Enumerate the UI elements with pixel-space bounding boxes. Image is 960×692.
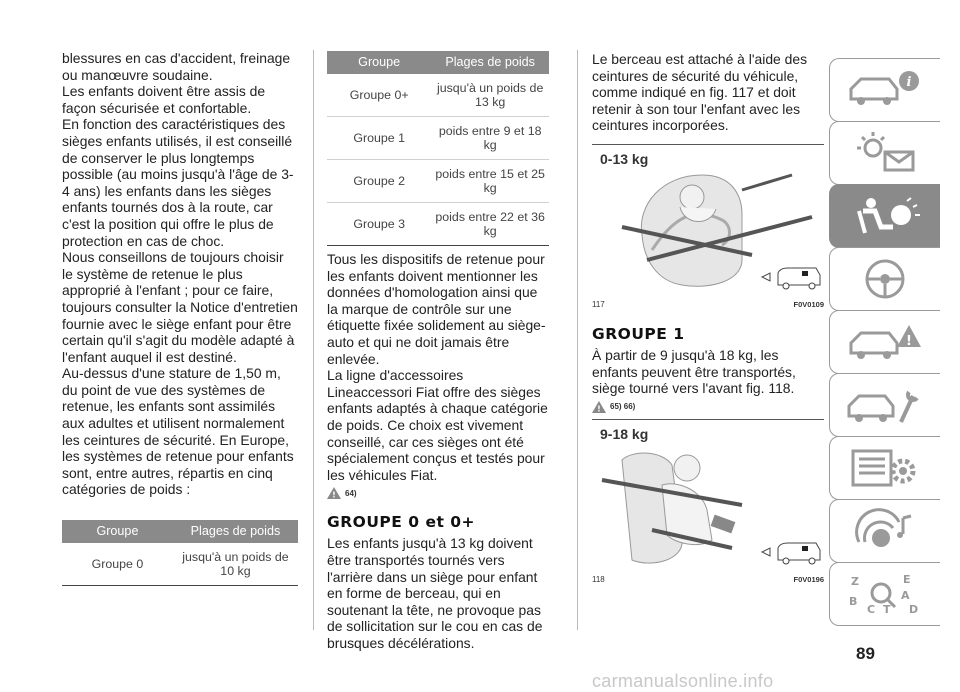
table-cell: Groupe 3	[327, 203, 431, 246]
paragraph: blessures en cas d'accident, freinage ou manœuvre soudaine.	[62, 50, 291, 83]
tab-safety[interactable]	[829, 184, 940, 248]
table-row	[327, 74, 549, 117]
table-cell: jusqu'à un poids de 10 kg	[173, 543, 298, 586]
paragraph: Les enfants jusqu'à 13 kg doivent être transportés tournés vers l'arrière dans un siège pour enfant en forme de berceau, qui en soutenant la tête, ne provoque pas de sollicitation sur le cou en cas de brusques décélérations.	[327, 535, 543, 651]
paragraph: Nous conseillons de toujours choisir le système de retenue le plus approprié à l'enfant ; pour ce faire, toujours consulter la Notice d'entretien fournie avec le siège enfant pour être certain qu'il s'agit du modèle adapté à l'enfant auquel il est destiné.	[62, 249, 298, 365]
watermark: carmanualsonline.info	[592, 671, 774, 691]
figure-label: 0-13 kg	[600, 150, 649, 167]
warning-reference	[327, 487, 549, 499]
svg-text:!: !	[332, 490, 336, 500]
figure-caption	[592, 575, 824, 584]
figure-number: 118	[592, 574, 605, 584]
media-nav-icon	[845, 508, 925, 554]
table-header: Plages de poids	[173, 520, 298, 543]
figure-caption	[592, 300, 824, 309]
chapter-index-sidebar	[829, 58, 940, 625]
section-heading: GROUPE 0 et 0+	[327, 513, 476, 532]
tab-starting-driving[interactable]	[829, 247, 940, 311]
weight-group-table	[62, 520, 298, 586]
tab-technical-data[interactable]	[829, 436, 940, 500]
paragraph: Au-dessus d'une stature de 1,50 m, du point de vue des systèmes de retenue, les enfants sont assimilés aux adultes et utilisent normalement les ceintures de sécurité. En Europe, les systèmes de retenue pour enfants sont, entre autres, répartis en cinq catégories de poids :	[62, 365, 294, 498]
warning-ref-text: 64)	[345, 488, 357, 498]
table-cell: Groupe 1	[327, 117, 431, 160]
airbag-seat-icon	[845, 193, 925, 239]
figure-118	[592, 419, 824, 572]
svg-text:B: B	[849, 595, 858, 608]
table-cell: poids entre 9 et 18 kg	[431, 117, 549, 160]
table-row	[62, 543, 298, 586]
wrench-car-icon	[845, 382, 925, 428]
tab-multimedia[interactable]	[829, 499, 940, 563]
table-row	[327, 117, 549, 160]
tab-servicing-care[interactable]	[829, 373, 940, 437]
figure-label: 9-18 kg	[600, 425, 649, 442]
paragraph: À partir de 9 jusqu'à 18 kg, les enfants peuvent être transportés, siège tourné vers l'avant fig. 118.	[592, 346, 796, 397]
alphabet-index-icon	[845, 571, 925, 617]
table-cell: Groupe 2	[327, 160, 431, 203]
table-cell: Groupe 0+	[327, 74, 431, 117]
column-divider	[313, 50, 314, 630]
figure-code: F0V0196	[793, 574, 824, 584]
svg-text:A: A	[901, 589, 910, 602]
table-cell: poids entre 15 et 25 kg	[431, 160, 549, 203]
paragraph: En fonction des caractéristiques des sièges enfants utilisés, il est conseillé de conserver le plus longtemps possible (au moins jusqu'à l'âge de 3-4 ans) les enfants dans les sièges enfants tournés dos à la route, car c'est la position qui offre le plus de protection en cas de choc.	[62, 116, 294, 249]
section-heading: GROUPE 1	[592, 324, 685, 343]
table-cell: jusqu'à un poids de 13 kg	[431, 74, 549, 117]
tab-getting-started[interactable]	[829, 121, 940, 185]
figure-117	[592, 144, 824, 297]
svg-text:!: !	[906, 334, 912, 349]
table-cell: Groupe 0	[62, 543, 173, 586]
table-cell: poids entre 22 et 36 kg	[431, 203, 549, 246]
column-1	[62, 50, 298, 586]
svg-text:i: i	[906, 75, 912, 90]
sun-envelope-icon	[845, 130, 925, 176]
vehicle-orientation-icon	[760, 265, 822, 291]
svg-text:E: E	[903, 573, 911, 586]
page-number: 89	[856, 644, 875, 663]
car-info-icon	[845, 67, 925, 113]
paragraph: Tous les dispositifs de retenue pour les enfants doivent mentionner les données d'homologation ainsi que la marque de contrôle sur une étiquette fixée solidement au siège-auto et qui ne doit jamais être enlevée.	[327, 251, 546, 367]
table-header: Groupe	[327, 51, 431, 74]
warning-reference	[592, 401, 824, 413]
tab-dashboard-knowledge[interactable]	[829, 58, 940, 122]
tab-index[interactable]	[829, 562, 940, 626]
column-2	[327, 51, 549, 651]
weight-group-table	[327, 51, 549, 246]
paragraph: Les enfants doivent être assis de façon sécurisée et confortable.	[62, 83, 266, 116]
column-3	[592, 51, 824, 584]
tab-in-an-emergency[interactable]	[829, 310, 940, 374]
svg-text:T: T	[883, 603, 891, 616]
warning-triangle-icon	[592, 401, 606, 413]
checklist-gear-icon	[845, 445, 925, 491]
warning-ref-text: 65) 66)	[610, 402, 636, 412]
svg-text:C: C	[867, 603, 876, 616]
paragraph: Le berceau est attaché à l'aide des ceintures de sécurité du véhicule, comme indiqué en fig. 117 et doit retenir à son tour l'enfant avec les ceintures incorporées.	[592, 51, 808, 134]
car-warning-icon	[845, 319, 925, 365]
figure-code: F0V0109	[793, 299, 824, 309]
paragraph: La ligne d'accessoires Lineaccessori Fiat offre des sièges enfants adaptés à chaque catégorie de poids. Ce choix est vivement conseillé, car ces sièges ont été spécialement conçus et testés pour les véhicules Fiat.	[327, 367, 548, 483]
figure-number: 117	[592, 299, 605, 309]
table-row	[327, 203, 549, 246]
vehicle-orientation-icon	[760, 540, 822, 566]
svg-text:!: !	[597, 404, 601, 413]
steering-wheel-icon	[845, 256, 925, 302]
svg-text:D: D	[909, 603, 919, 616]
column-divider	[577, 50, 578, 630]
table-row	[327, 160, 549, 203]
warning-triangle-icon	[327, 487, 341, 499]
svg-text:Z: Z	[851, 575, 859, 588]
table-header: Groupe	[62, 520, 173, 543]
table-header: Plages de poids	[431, 51, 549, 74]
